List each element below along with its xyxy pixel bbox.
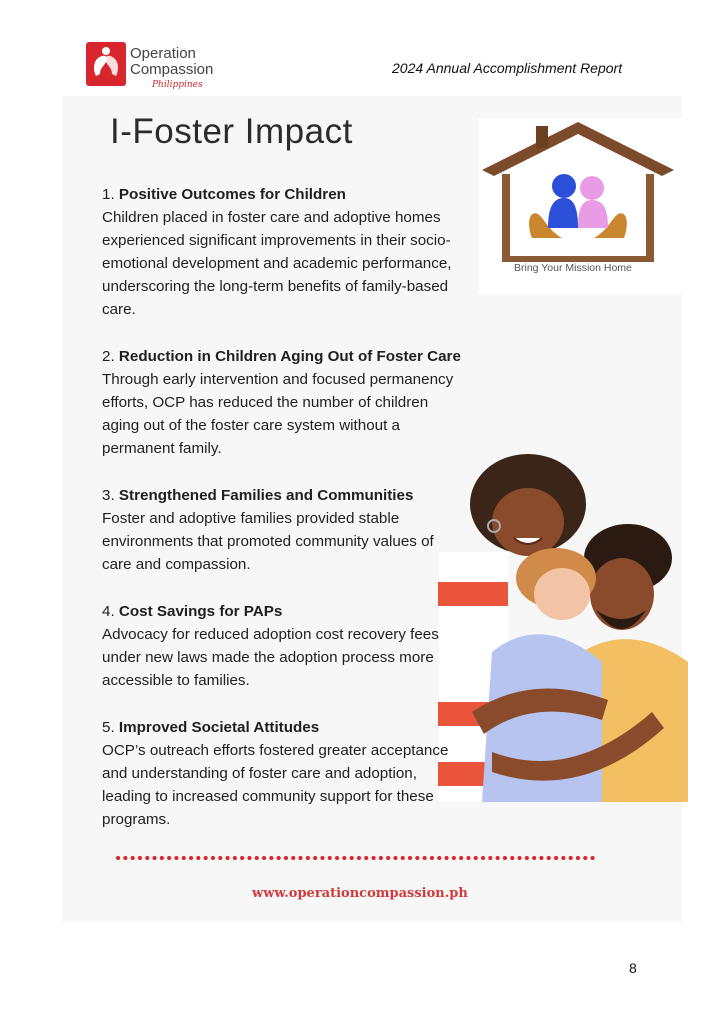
impact-item-3 [102,484,522,576]
item-title: Improved Societal Attitudes [118,719,320,736]
dotted-divider [116,853,596,863]
logo-word-operation: Operation [130,45,196,62]
item-title: Strengthened Families and Communities [118,487,414,504]
logo-subtitle: Philippines [152,80,203,90]
house-caption: Bring Your Mission Home [514,262,632,274]
hands-heart-logo-icon [86,42,126,86]
item-body: Advocacy for reduced adoption cost recovery fees under new laws made the adoption process more accessible to families. [102,626,439,689]
report-title: 2024 Annual Accomplishment Report [392,60,623,76]
item-number: 2. [102,348,115,365]
logo-word-compassion: Compassion [130,61,214,78]
item-title: Cost Savings for PAPs [118,603,283,620]
item-number: 5. [102,719,115,736]
page-heading: I-Foster Impact [110,112,353,151]
impact-item-4 [102,600,522,692]
item-body: Children placed in foster care and adoptive homes experienced significant improvements in their socio- emotional development and academic performance, underscoring the long-term benefits of family-based care. [102,209,452,318]
impact-list [102,183,522,855]
item-number: 1. [102,186,115,203]
impact-item-1 [102,183,522,321]
item-body: Through early intervention and focused permanency efforts, OCP has reduced the number of children aging out of the foster care system without a permanent family. [102,371,454,457]
website-url[interactable]: www.operationcompassion.ph [252,886,468,901]
impact-item-2 [102,345,522,460]
item-title: Positive Outcomes for Children [118,186,346,203]
operation-compassion-logo [86,42,236,94]
item-title: Reduction in Children Aging Out of Foster Care [118,348,461,365]
item-number: 4. [102,603,115,620]
item-body: OCP’s outreach efforts fostered greater acceptance and understanding of foster care and adoption, leading to increased community support for these programs. [102,742,449,828]
impact-item-5 [102,716,522,831]
item-number: 3. [102,487,115,504]
page-number: 8 [629,960,637,976]
item-body: Foster and adoptive families provided stable environments that promoted community values of care and compassion. [102,510,434,573]
